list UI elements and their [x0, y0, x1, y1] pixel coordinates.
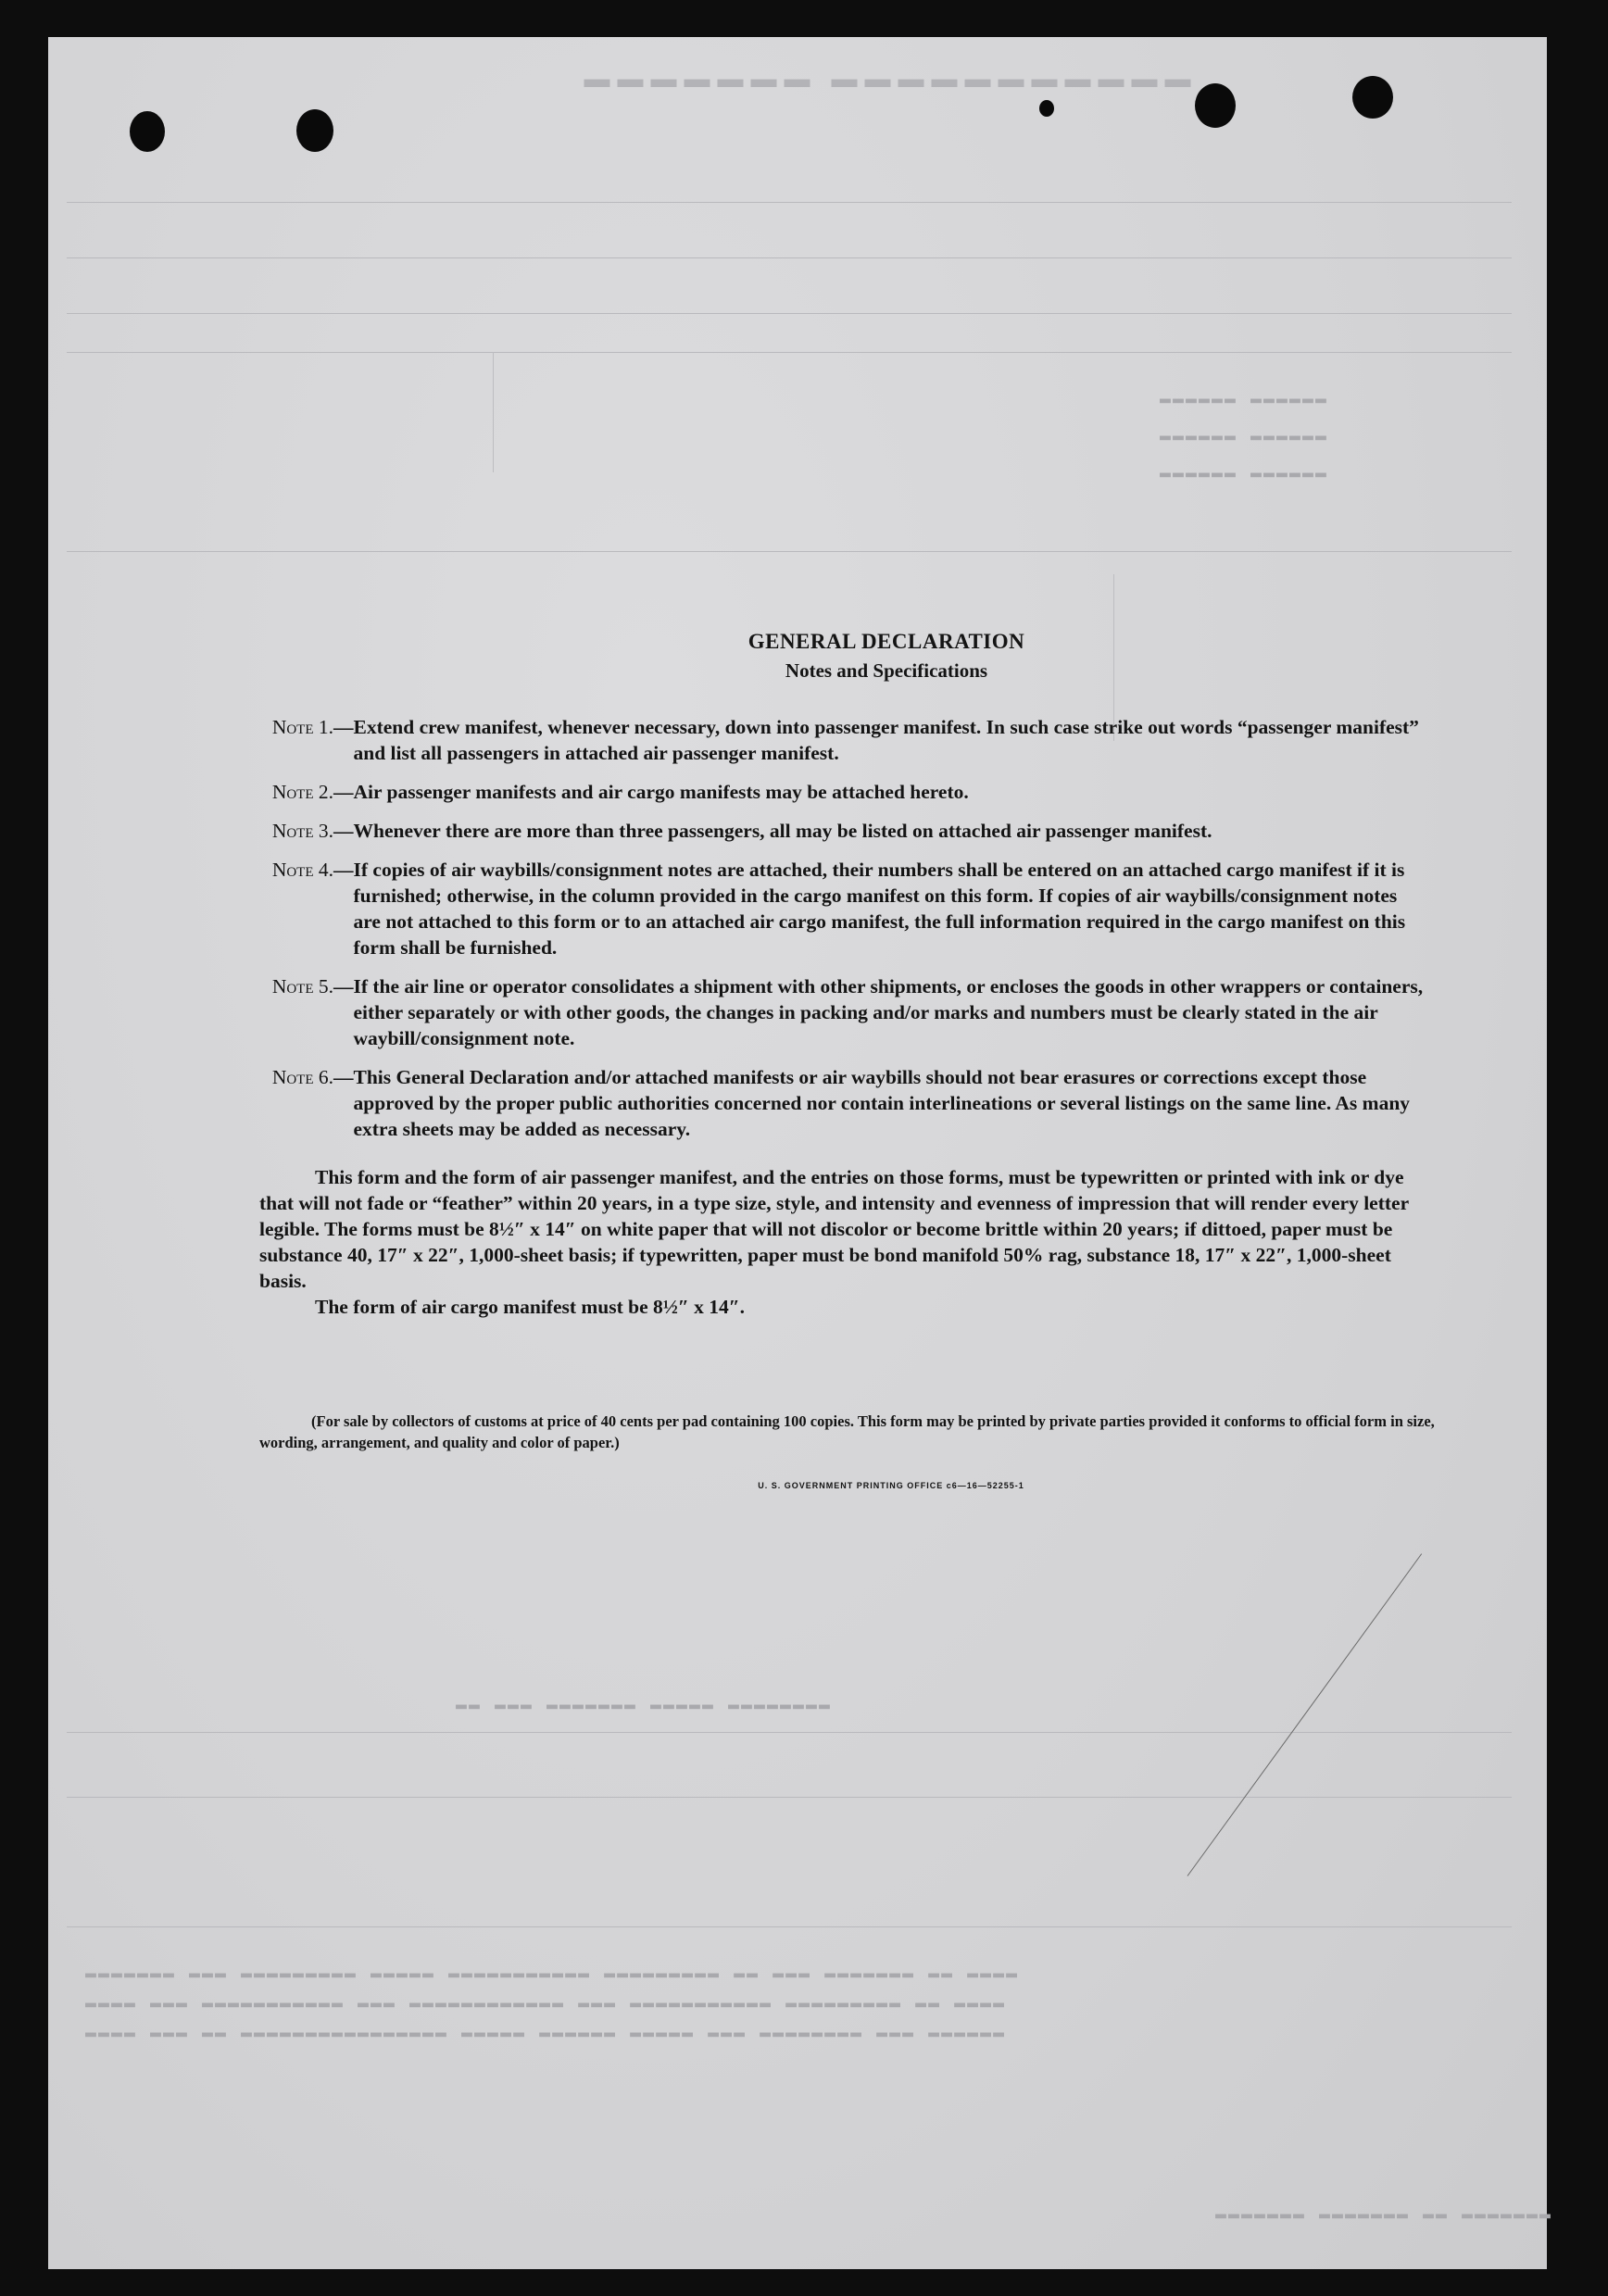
note-text: If copies of air waybills/consignment notes are attached, their numbers shall be entered on an attached cargo manifest if it is furnished; otherwise, in the column provided in the cargo manifest on this form. If copies of air waybills/consignment notes are not attached to this form or to an attached air cargo manifest, the full information required in the cargo manifest on this form shall be furnished.: [353, 859, 1406, 959]
note-item: Note 2. — Air passenger manifests and air cargo manifests may be attached hereto.: [215, 779, 1438, 805]
cargo-manifest-size-line: The form of air cargo manifest must be 8½″ x 14″.: [315, 1296, 746, 1318]
paper-crease: [1187, 1553, 1423, 1876]
note-item: Note 3. — Whenever there are more than three passengers, all may be listed on attached air passenger manifest.: [215, 818, 1438, 844]
note-text: Extend crew manifest, whenever necessary, down into passenger manifest. In such case strike out words “passenger manifest” and list all passengers in attached air passenger manifest.: [353, 716, 1419, 764]
note-item: Note 1. — Extend crew manifest, whenever necessary, down into passenger manifest. In such case strike out words “passenger manifest” and list all passengers in attached air passenger manifest.: [215, 714, 1438, 766]
declaration-notes-page: [215, 630, 1438, 1490]
bleed-through-heading: ▬▬▬▬▬▬▬ ▬▬▬▬▬▬▬▬▬▬▬: [584, 65, 1199, 94]
punch-hole: [130, 111, 165, 152]
note-text: If the air line or operator consolidates a shipment with other shipments, or encloses the goods in other wrappers or containers, either separately or with other goods, the changes in packing and/or marks and numbers must be clearly stated in the air waybill/consignment note.: [353, 975, 1424, 1049]
bleed-through-text: ▬▬▬▬▬▬ ▬▬▬▬▬▬: [1160, 463, 1329, 484]
bleed-through-rule: [67, 202, 1512, 203]
note-label: Note 2.: [271, 781, 333, 803]
note-text: Whenever there are more than three passengers, all may be listed on attached air passenger manifest.: [353, 820, 1212, 842]
note-text: This General Declaration and/or attached manifests or air waybills should not bear erasures or corrections except those approved by the proper public authorities concerned nor contain interlineations or several listings on the same line. As many extra sheets may be added as necessary.: [353, 1066, 1411, 1140]
bleed-through-rule: [493, 352, 494, 472]
printer-imprint: U. S. GOVERNMENT PRINTING OFFICE c6—16—52255-1: [758, 1481, 1024, 1490]
note-label: Note 1.: [271, 716, 333, 738]
bleed-through-text: ▬▬▬▬▬▬▬ ▬▬▬ ▬▬▬▬▬▬▬▬▬ ▬▬▬▬▬ ▬▬▬▬▬▬▬▬▬▬▬ ▬▬▬▬▬▬▬▬▬ ▬▬ ▬▬▬ ▬▬▬▬▬▬▬ ▬▬ ▬▬▬▬: [85, 1964, 1020, 1985]
bleed-through-text: ▬▬▬▬ ▬▬▬ ▬▬▬▬▬▬▬▬▬▬▬ ▬▬▬ ▬▬▬▬▬▬▬▬▬▬▬▬ ▬▬▬ ▬▬▬▬▬▬▬▬▬▬▬ ▬▬▬▬▬▬▬▬▬ ▬▬ ▬▬▬▬: [85, 1993, 1007, 2014]
note-label: Note 4.: [271, 859, 333, 881]
page-subtitle: Notes and Specifications: [785, 659, 988, 682]
document-sheet: [48, 37, 1553, 2269]
notes-list: [215, 714, 1438, 1142]
bleed-through-rule: [67, 1926, 1512, 1927]
note-item: Note 5. — If the air line or operator consolidates a shipment with other shipments, or encloses the goods in other wrappers or containers, either separately or with other goods, the changes in packing and/or marks and numbers must be clearly stated in the air waybill/consignment note.: [215, 973, 1438, 1051]
bleed-through-rule: [67, 551, 1512, 552]
punch-hole: [1352, 76, 1393, 119]
bleed-through-rule: [67, 1797, 1512, 1798]
form-requirements-paragraph: This form and the form of air passenger manifest, and the entries on those forms, must be typewritten or printed with ink or dye that will not fade or “feather” within 20 years, in a type size, style, and intensity and evenness of impression that will render every letter legible. The forms must be 8½″ x 14″ on white paper that will not discolor or become brittle within 20 years; if dittoed, paper must be substance 40, 17″ x 22″, 1,000-sheet basis; if typewritten, paper must be bond manifold 50% rag, substance 18, 17″ x 22″, 1,000-sheet basis.: [259, 1166, 1409, 1292]
page-title: GENERAL DECLARATION: [747, 630, 1025, 653]
bleed-through-text: ▬▬ ▬▬▬ ▬▬▬▬▬▬▬ ▬▬▬▬▬ ▬▬▬▬▬▬▬▬: [456, 1695, 833, 1716]
bleed-through-rule: [67, 313, 1512, 314]
note-label: Note 6.: [271, 1066, 333, 1088]
note-label: Note 3.: [271, 820, 333, 842]
note-item: Note 6. — This General Declaration and/or attached manifests or air waybills should not bear erasures or corrections except those approved by the proper public authorities concerned nor contain interlineations or several listings on the same line. As many extra sheets may be added as necessary.: [215, 1064, 1438, 1142]
sale-notice: (For sale by collectors of customs at price of 40 cents per pad containing 100 copies. This form may be printed by private parties provided it conforms to official form in size, wording, arrangement, and quality and color of paper.): [259, 1412, 1435, 1451]
bleed-through-text: ▬▬▬▬▬▬ ▬▬▬▬▬▬: [1160, 389, 1329, 410]
bleed-through-rule: [67, 1732, 1512, 1733]
bleed-through-text: ▬▬▬▬▬▬ ▬▬▬▬▬▬: [1160, 426, 1329, 447]
note-item: Note 4. — If copies of air waybills/consignment notes are attached, their numbers shall be entered on an attached cargo manifest if it is furnished; otherwise, in the column provided in the cargo manifest on this form. If copies of air waybills/consignment notes are not attached to this form or to an attached air cargo manifest, the full information required in the cargo manifest on this form shall be furnished.: [215, 857, 1438, 960]
note-label: Note 5.: [271, 975, 333, 997]
bleed-through-rule: [67, 257, 1512, 258]
punch-hole: [1039, 100, 1054, 117]
note-text: Air passenger manifests and air cargo manifests may be attached hereto.: [353, 781, 969, 803]
punch-hole: [296, 109, 333, 152]
bleed-through-rule: [67, 352, 1512, 353]
bleed-through-text: ▬▬▬▬▬▬▬ ▬▬▬▬▬▬▬ ▬▬ ▬▬▬▬▬▬▬: [1215, 2204, 1553, 2226]
bleed-through-text: ▬▬▬▬ ▬▬▬ ▬▬ ▬▬▬▬▬▬▬▬▬▬▬▬▬▬▬▬ ▬▬▬▬▬ ▬▬▬▬▬▬ ▬▬▬▬▬ ▬▬▬ ▬▬▬▬▬▬▬▬ ▬▬▬ ▬▬▬▬▬▬: [85, 2023, 1007, 2044]
